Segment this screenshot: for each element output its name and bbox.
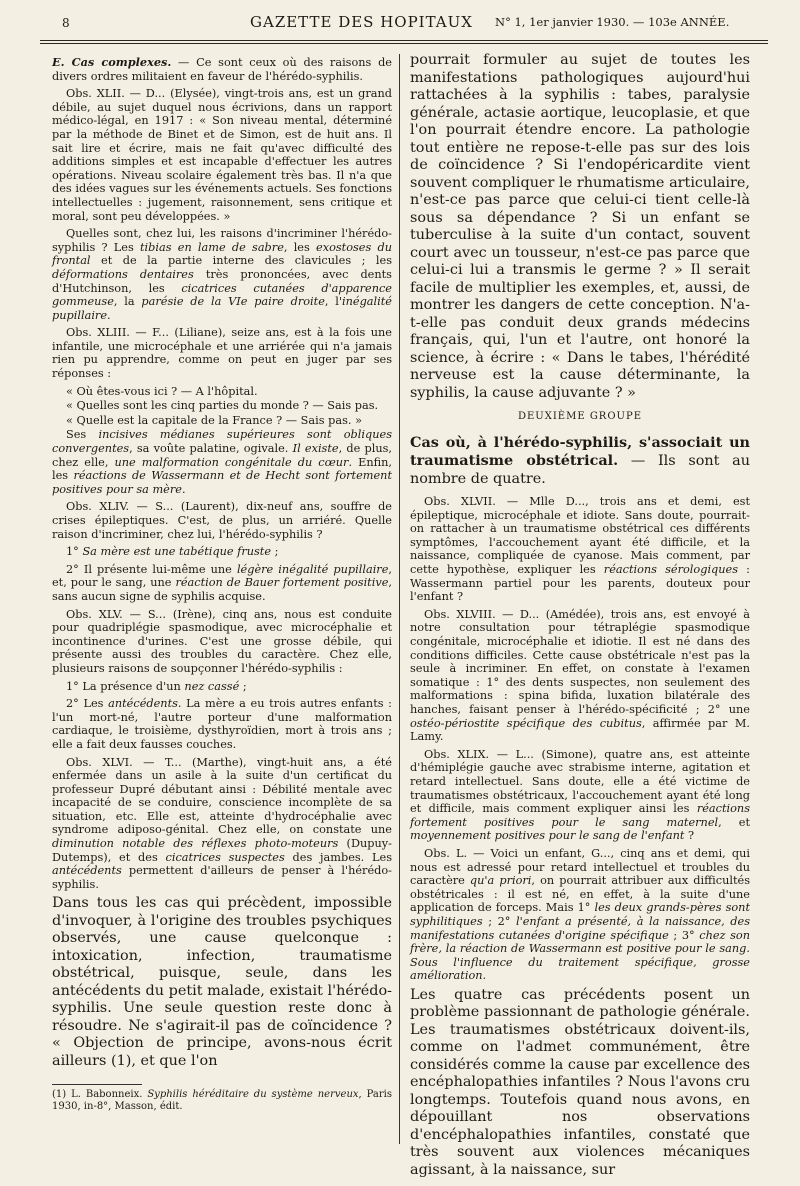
conclusion-paragraph: Dans tous les cas qui précèdent, impossible d'invoquer, à l'origine des troubles psychiques observés, une cause quelconque : intoxication, infection, traumatisme obstétrical, puisque, seule, dans les antécédents du petit malade, existait l'hérédo-syphilis. Une seule question reste donc à résoudre. Ne s'agirait-il pas de coïncidence ? « Objection de principe, avons-nous écrit ailleurs (1), et que l'on [52, 895, 392, 1069]
list-item: 1° Sa mère est une tabétique fruste ; [66, 545, 279, 559]
observation-43: Obs. XLIII. — F... (Liliane), seize ans, est à la fois une infantile, une microcéphale et une arriérée qui n'a jamais rien pu apprendre, comme on peut en juger par ses réponses : [52, 326, 392, 381]
right-column [410, 52, 750, 1186]
footnote: (1) L. Babonneix. Syphilis héréditaire du système nerveux, Paris 1930, in-8°, Masson, édit. [52, 1089, 392, 1113]
observation-44: Obs. XLIV. — S... (Laurent), dix-neuf ans, souffre de crises épileptiques. C'est, de plus, un arriéré. Quelle raison d'incriminer, chez lui, l'hérédo-syphilis ? [52, 500, 392, 541]
header-rule [40, 40, 768, 41]
observation-47: Obs. XLVII. — Mlle D..., trois ans et demi, est épileptique, microcéphale et idiote. Sans doute, pourrait-on rattacher à un traumatisme obstétrical ces différents symptômes, l'accouchement ayant été difficile, et la naissance, compliquée de cyanose. Mais comment, par cette hypothèse, expliquer les réactions sérologiques : Wassermann partiel pour les parents, douteux pour l'enfant ? [410, 495, 750, 604]
observation-45: Obs. XLV. — S... (Irène), cinq ans, nous est conduite pour quadriplégie spasmodique, avec microcéphalie et incontinence d'urines. C'est une grosse débile, qui présente aussi des troubles du caractère. Chez elle, plusieurs raisons de soupçonner l'hérédo-syphilis : [52, 607, 392, 675]
list-item: 1° La présence d'un nez cassé ; [66, 679, 247, 693]
group-title: DEUXIÈME GROUPE [517, 411, 642, 422]
dialogue-line: « Où êtes-vous ici ? — A l'hôpital. [66, 384, 258, 398]
dialogue-line: « Quelles sont les cinq parties du monde ? — Sais pas. [66, 399, 379, 413]
group-intro: Cas où, à l'hérédo-syphilis, s'associait un traumatisme obstétrical. — Ils sont au nombre de quatre. [410, 433, 750, 487]
page-number: 8 [62, 16, 70, 30]
observation-42: Obs. XLII. — D... (Elysée), vingt-trois ans, est un grand débile, au sujet duquel nous écrivions, dans un rapport médico-légal, en 1917 : « Son niveau mental, déterminé par la méthode de Binet et de Simon, est de huit ans. Il sait lire et écrire, mais ne fait qu'avec difficulté des additions simples et est incapable d'effectuer les autres opérations. Niveau scolaire également très bas. Il n'a que des idées vagues sur les événements actuels. Ses fonctions intellectuelles : jugement, raisonnement, sens critique et moral, sont peu développées. » [52, 87, 392, 223]
section-intro: E. Cas complexes. — Ce sont ceux où des raisons de divers ordres militaient en faveur de l'hérédo-syphilis. [52, 55, 392, 83]
closing-paragraph: Les quatre cas précédents posent un problème passionnant de pathologie générale. Les traumatismes obstétricaux doivent-ils, comme on l'admet communément, être considérés comme la cause par excellence des encéphalopathies infantiles ? Nous l'avons cru longtemps. Toutefois quand nous avons, en dépouillant nos observations d'encéphalopathies infantiles, constaté que très souvent aux violences mécaniques agissant, à la naissance, sur [410, 986, 751, 1178]
column-divider [399, 54, 400, 1144]
section-title: E. Cas complexes. [52, 55, 172, 69]
footnote-rule [52, 1084, 142, 1085]
observation-43-signs: Ses incisives médianes supérieures sont obliques convergentes, sa voûte palatine, ogivale. Il existe, de plus, chez elle, une malformation congénitale du cœur. Enfin, les réactions de Wassermann et de Hecht sont fortement positives pour sa mère. [52, 428, 393, 496]
left-column [52, 56, 392, 1117]
dialogue-line: « Quelle est la capitale de la France ? — Sais pas. » [66, 413, 363, 427]
issue-info: N° 1, 1er janvier 1930. — 103e ANNÉE. [495, 15, 730, 29]
observation-49: Obs. XLIX. — L... (Simone), quatre ans, est atteinte d'hémiplégie gauche avec strabisme interne, agitation et retard intellectuel. Sans doute, elle a été victime de traumatismes obstétricaux, l'accouchement ayant été long et difficile, mais comment expliquer ainsi les réactions fortement positives pour le sang maternel, et moyennement positives pour le sang de l'enfant ? [410, 747, 750, 843]
continuation-paragraph: pourrait formuler au sujet de toutes les manifestations pathologiques aujourd'hui rattachées à la syphilis : tabes, paralysie générale, actasie aortique, leucoplasie, et que l'on pourrait étendre encore. La pathologie tout entière ne repose-t-elle pas sur des lois de coïncidence ? Si l'endopéricardite vient souvent compliquer le rhumatisme articulaire, n'est-ce pas parce que celui-ci tient celle-là sous sa dépendance ? Si un enfant se tuberculise à la suite d'un contact, souvent court avec un tousseur, n'est-ce pas parce que celui-ci lui a transmis le germe ? » Il serait facile de multiplier les exemples, et, aussi, de montrer les dangers de cette conception. N'a-t-elle pas conduit deux grands médecins français, qui, l'un et l'autre, ont honoré la science, à écrire : « Dans le tabes, l'hérédité nerveuse est la cause déterminante, la syphilis, la cause adjuvante ? » [410, 52, 750, 401]
observation-50: Obs. L. — Voici un enfant, G..., cinq ans et demi, qui nous est adressé pour retard intellectuel et troubles du caractère qu'a priori, on pourrait attribuer aux difficultés obstétricales : il est né, en effet, à la suite d'une application de forceps. Mais 1° les deux grands-pères sont syphilitiques ; 2° l'enfant a présenté, à la naissance, des manifestations cutanées d'origine spécifique ; 3° chez son frère, la réaction de Wassermann est positive pour le sang. Sous l'influence du traitement spécifique, grosse amélioration. [410, 846, 750, 983]
list-item: 2° Les antécédents. La mère a eu trois autres enfants : l'un mort-né, l'autre porteur d'une malformation cardiaque, le troisième, dysthyroïdien, mort à trois ans ; elle a fait deux fausses couches. [52, 697, 392, 751]
journal-title: GAZETTE DES HOPITAUX [250, 13, 473, 31]
observation-46: Obs. XLVI. — T... (Marthe), vingt-huit ans, a été enfermée dans un asile à la suite d'un certificat du professeur Dupré débutant ainsi : Débilité mentale avec incapacité de se conduire, conscience incomplète de sa situation, etc. Elle est, atteinte d'hydrocéphalie avec syndrome adiposo-génital. Chez elle, on constate une diminution notable des réflexes photo-moteurs (Dupuy-Dutemps), et des cicatrices suspectes des jambes. Les antécédents permettent d'ailleurs de penser à l'hérédo-syphilis. [52, 755, 393, 891]
observation-42-signs: Quelles sont, chez lui, les raisons d'incriminer l'hérédo-syphilis ? Les tibias en lame de sabre, les exostoses du frontal et de la partie interne des clavicules ; les déformations dentaires très prononcées, avec dents d'Hutchinson, les cicatrices cutanées d'apparence gommeuse, la parésie de la VIe paire droite, l'inégalité pupillaire. [52, 227, 393, 322]
page-header [40, 0, 764, 36]
observation-48: Obs. XLVIII. — D... (Amédée), trois ans, est envoyé à notre consultation pour tétraplégie spasmodique congénitale, microcéphalie et idiotie. Il est né dans des conditions difficiles. Cette cause obstétricale n'est pas la seule à incriminer. En effet, on constate à l'examen somatique : 1° des dents suspectes, non seulement des malformations : spina bifida, luxation bilatérale des hanches, faisant penser à l'hérédo-spécificité ; 2° une ostéo-périostite spécifique des cubitus, affirmée par M. Lamy. [410, 607, 750, 744]
header-rule-double [40, 43, 768, 44]
list-item: 2° Il présente lui-même une légère inégalité pupillaire, et, pour le sang, une réaction de Bauer fortement positive, sans aucun signe de syphilis acquise. [52, 562, 392, 603]
